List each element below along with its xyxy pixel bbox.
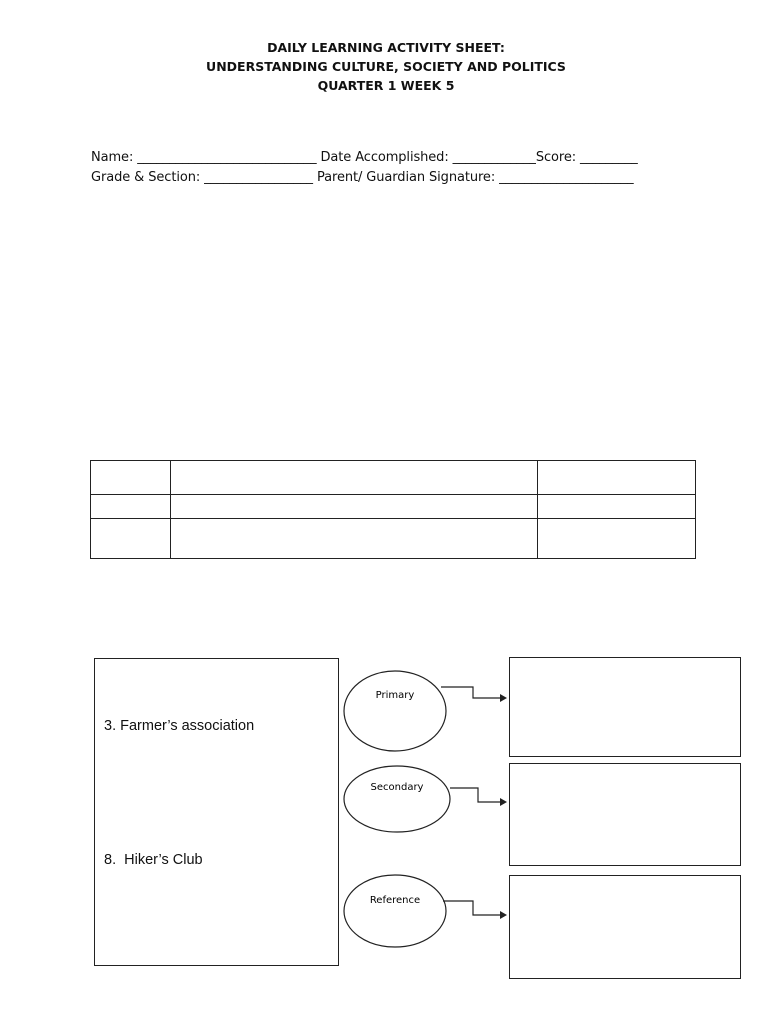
reference-label: Reference [369,895,421,906]
primary-answer-box[interactable] [509,657,741,757]
list-item: 8. Hiker’s Club [104,852,203,868]
name-date-score-line: Name: ____________________________ Date Accomplished: _____________Score: _________ [91,150,638,165]
reference-node [344,875,507,947]
title-line-3: QUARTER 1 WEEK 5 [317,78,455,93]
secondary-connector [450,788,500,802]
arrow-right-icon [500,694,507,702]
reference-connector [443,901,500,915]
title-line-1: DAILY LEARNING ACTIVITY SHEET: [267,40,505,55]
grade-section-signature-line: Grade & Section: _________________ Parent/ Guardian Signature: _____________________ [91,170,634,185]
primary-connector [441,687,500,698]
secondary-node [344,766,507,832]
primary-label: Primary [375,690,415,701]
list-item: 3. Farmer’s association [104,718,255,734]
title-line-2: UNDERSTANDING CULTURE, SOCIETY AND POLITICS [206,59,566,74]
primary-node [344,671,507,751]
arrow-right-icon [500,798,507,806]
secondary-label: Secondary [370,782,424,793]
reference-answer-box[interactable] [509,875,741,979]
arrow-right-icon [500,911,507,919]
secondary-answer-box[interactable] [509,763,741,866]
